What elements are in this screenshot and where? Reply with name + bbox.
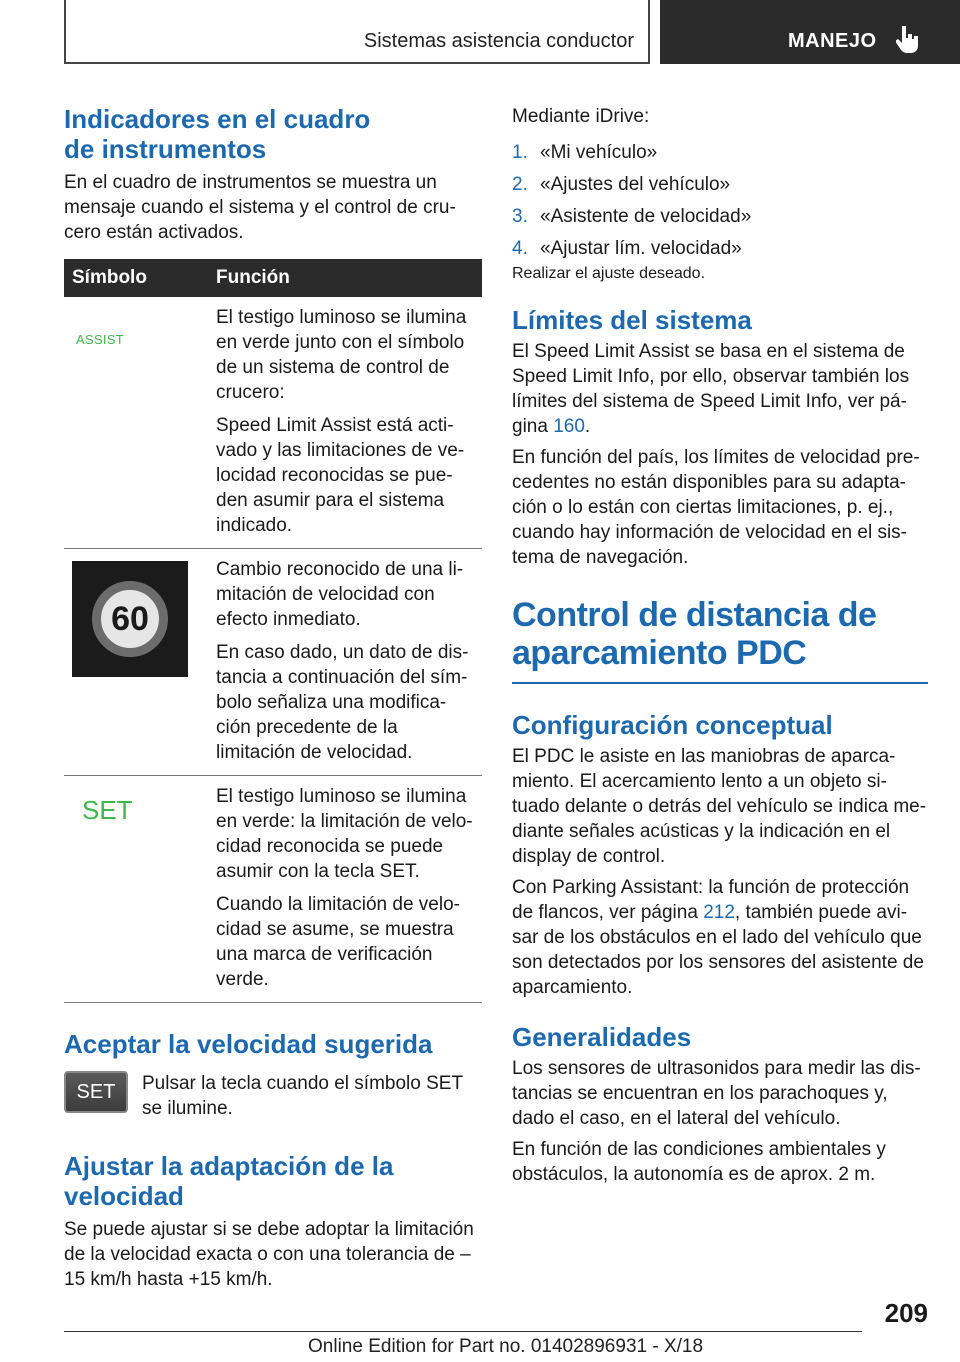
indicator-table xyxy=(64,259,482,1003)
header-bottom-rule xyxy=(64,62,650,64)
list-item: 4. «Ajustar lím. velocidad» xyxy=(512,238,742,259)
page-number: 209 xyxy=(884,1298,928,1328)
table-cell-text: El testigo luminoso se ilumina en verde: la limitación de velo- cidad reconocida se puede asumir con la tecla SET. xyxy=(216,786,473,882)
header-section xyxy=(66,0,650,64)
limits-paragraph-1: El Speed Limit Assist se basa en el sistema de Speed Limit Info, por ello, observar también los límites del sistema de Speed Limit Info, ver pá- gina 160. xyxy=(512,341,910,437)
accept-text: Pulsar la tecla cuando el símbolo SET se ilumine. xyxy=(142,1073,463,1119)
limits-heading: Límites del sistema xyxy=(512,305,752,335)
table-cell-text: El testigo luminoso se ilumina en verde junto con el símbolo de un sistema de control de crucero: xyxy=(216,307,467,403)
table-cell-text: Speed Limit Assist está acti- vado y las limitaciones de ve- locidad reconocidas se pue- den asumir para el sistema indicado. xyxy=(216,415,465,536)
page-link-212[interactable]: 212 xyxy=(703,902,735,923)
chapter-divider xyxy=(512,682,928,684)
idrive-steps xyxy=(512,137,928,265)
list-item: 2. «Ajustes del vehículo» xyxy=(512,174,731,195)
list-item: 1. «Mi vehículo» xyxy=(512,142,658,163)
section-title: Sistemas asistencia conductor xyxy=(363,30,634,52)
table-row xyxy=(64,776,482,1003)
table-cell-text: Cuando la limitación de velo- cidad se asume, se muestra una marca de verificación verde. xyxy=(216,894,460,990)
concept-heading: Configuración conceptual xyxy=(512,710,833,740)
general-heading: Generalidades xyxy=(512,1022,692,1052)
table-row xyxy=(64,297,482,549)
chapter-label: MANEJO xyxy=(788,30,877,52)
idrive-intro: Mediante iDrive: xyxy=(512,106,650,127)
footer-rule xyxy=(64,1331,862,1332)
assist-indicator-icon: ASSIST xyxy=(76,332,125,347)
limits-paragraph-2: En función del país, los límites de velocidad pre- cedentes no están disponibles para su adapta- ción o lo están con ciertas limitaciones, p. ej., cuando hay información de velocidad en el sis- tema de navegación. xyxy=(512,447,920,568)
page-link-160[interactable]: 160 xyxy=(553,416,585,437)
table-cell-text: Cambio reconocido de una li- mitación de velocidad con efecto inmediato. xyxy=(216,559,464,630)
table-row xyxy=(64,549,482,776)
footer-edition: Online Edition for Part no. 01402896931 - X/18 xyxy=(308,1336,704,1357)
accept-heading: Aceptar la velocidad sugerida xyxy=(64,1029,433,1059)
indicators-intro: En el cuadro de instrumentos se muestra un mensaje cuando el sistema y el control de cru- cero están activados. xyxy=(64,172,456,243)
concept-paragraph-2: Con Parking Assistant: la función de protección de flancos, ver página 212, también puede avi- sar de los obstáculos en el lado del vehículo que son detectados por los sensores del asistente de aparcamiento. xyxy=(512,877,924,998)
adjust-text: Se puede ajustar si se debe adoptar la limitación de la velocidad exacta o con una tolerancia de – 15 km/h hasta +15 km/h. xyxy=(64,1219,474,1290)
general-paragraph-1: Los sensores de ultrasonidos para medir las dis- tancias se encuentran en los parachoques y, dado el caso, en el lateral del vehículo. xyxy=(512,1058,921,1129)
set-indicator-icon: SET xyxy=(82,795,133,825)
general-paragraph-2: En función de las condiciones ambientales y obstáculos, la autonomía es de aprox. 2 m. xyxy=(512,1139,886,1185)
pdc-chapter-heading: Control de distancia de aparcamiento PDC xyxy=(512,596,877,672)
speed-limit-sign-icon xyxy=(72,561,188,677)
table-header-function: Función xyxy=(208,259,482,297)
list-item: 3. «Asistente de velocidad» xyxy=(512,206,752,227)
right-column xyxy=(512,104,928,1187)
adjust-heading: Ajustar la adaptación de la velocidad xyxy=(64,1151,394,1211)
hand-icon xyxy=(896,24,922,54)
step-followup: Realizar el ajuste deseado. xyxy=(512,265,706,282)
accept-block xyxy=(64,1071,482,1121)
chapter-tab xyxy=(660,0,960,64)
table-cell-text: En caso dado, un dato de dis- tancia a continuación del sím- bolo señaliza una modifica- ción precedente de la limitación de velocidad. xyxy=(216,642,469,763)
table-header-symbol: Símbolo xyxy=(64,259,208,297)
left-column xyxy=(64,104,482,1292)
indicators-heading: Indicadores en el cuadro de instrumentos xyxy=(64,104,371,164)
concept-paragraph-1: El PDC le asiste en las maniobras de aparca- miento. El acercamiento lento a un objeto si- tuado delante o detrás del vehículo se indica me- diante señales acústicas y la indicación en el display de control. xyxy=(512,746,927,867)
speed-limit-value: 60 xyxy=(111,600,149,638)
set-key-icon: SET xyxy=(64,1071,128,1113)
